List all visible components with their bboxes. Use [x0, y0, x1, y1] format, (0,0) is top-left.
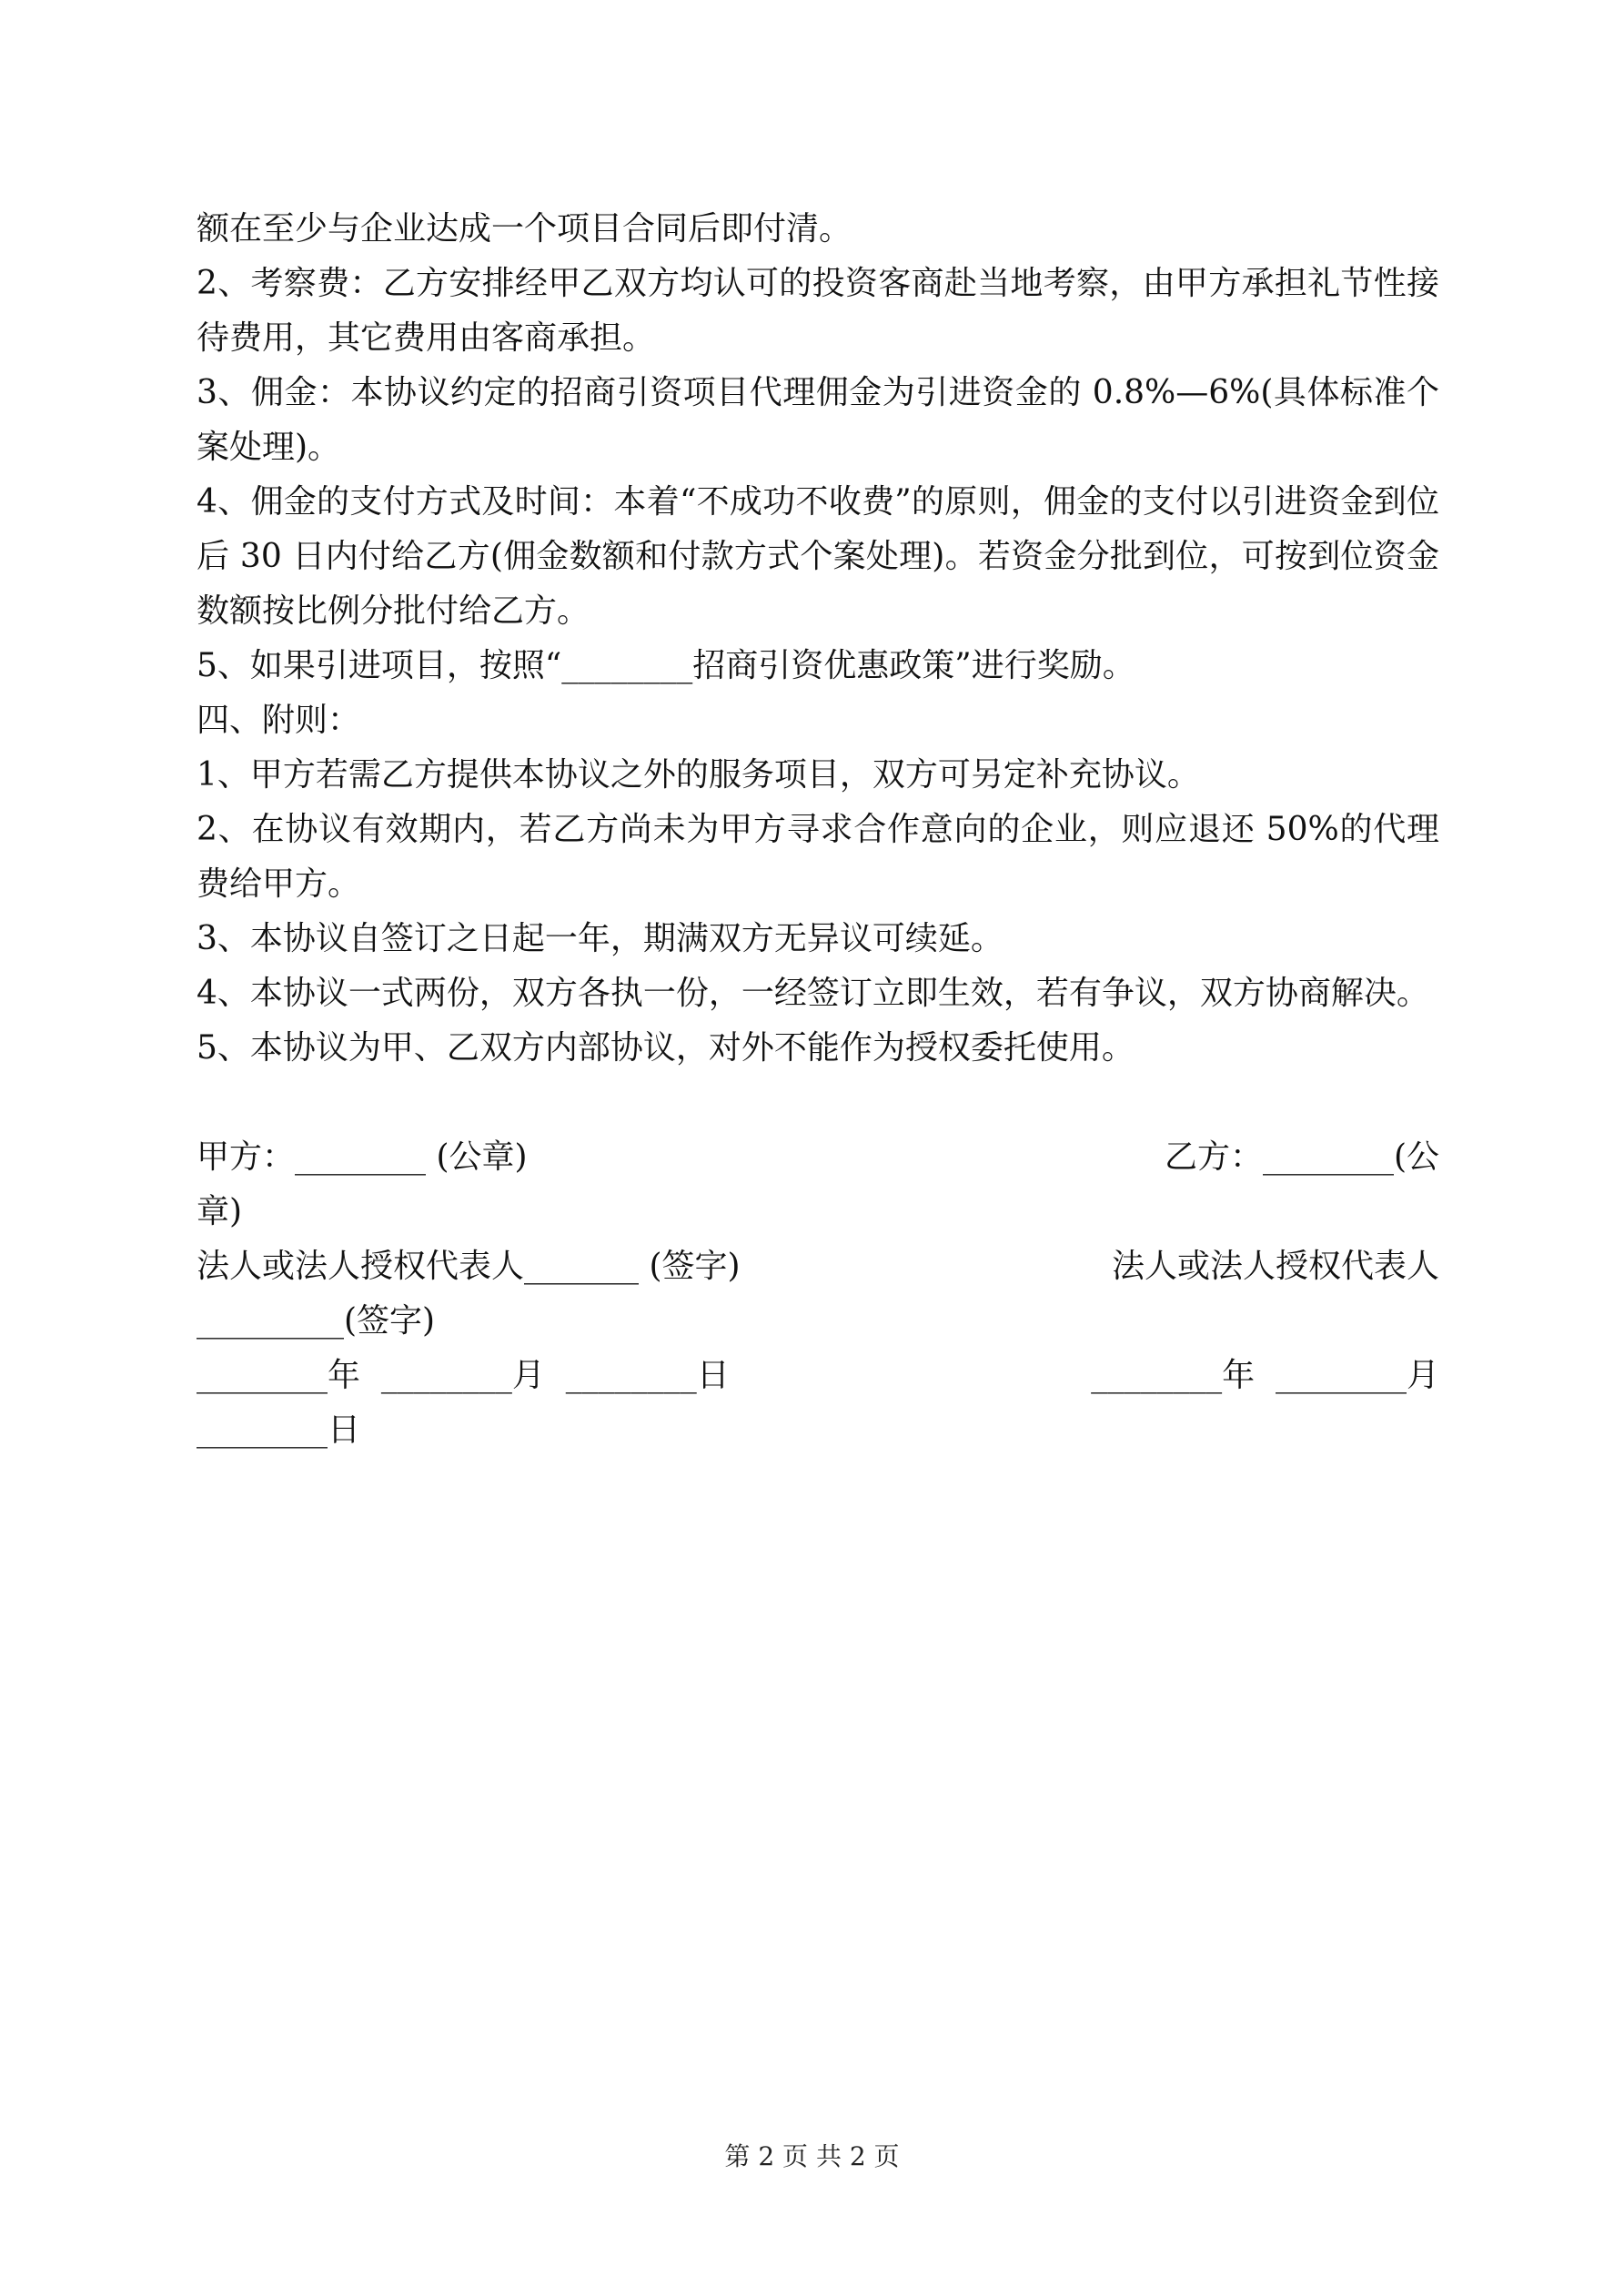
paragraph-copies: 4、本协议一式两份，双方各执一份，一经签订立即生效，若有争议，双方协商解决。 — [197, 975, 1429, 1012]
spacer — [197, 1076, 1439, 1130]
party-b-seal: 乙方：________(公 — [1164, 1138, 1439, 1176]
paragraph-refund: 2、在协议有效期内，若乙方尚未为甲方寻求合作意向的企业，则应退还 50%的代理费给甲方。 — [197, 811, 1439, 903]
signature-row-dates — [197, 1349, 1439, 1403]
document-body — [197, 202, 1439, 1458]
party-b-representative: 法人或法人授权代表人 — [1111, 1248, 1439, 1285]
page-number-footer: 第 2 页 共 2 页 — [724, 2141, 900, 2171]
party-b-date-continued: ________日 — [197, 1411, 361, 1449]
party-a-date: ________年 ________月 ________日 — [197, 1357, 730, 1394]
signature-row-representatives — [197, 1239, 1439, 1294]
party-a-seal: 甲方：________ (公章) — [197, 1138, 528, 1176]
section-heading-supplementary: 四、附则： — [197, 702, 361, 739]
paragraph-reward: 5、如果引进项目，按照“________招商引资优惠政策”进行奖励。 — [197, 647, 1135, 684]
paragraph-validity: 3、本协议自签订之日起一年，期满双方无异议可续延。 — [197, 920, 1004, 957]
paragraph-extra-services: 1、甲方若需乙方提供本协议之外的服务项目，双方可另定补充协议。 — [197, 756, 1200, 794]
signature-row-parties — [197, 1130, 1439, 1185]
party-b-date: ________年 ________月 — [1091, 1357, 1439, 1394]
paragraph-commission: 3、佣金：本协议约定的招商引资项目代理佣金为引进资金的 0.8%—6%(具体标准个案处理)。 — [197, 374, 1439, 466]
paragraph-advance-fee-cont: 额在至少与企业达成一个项目合同后即付清。 — [197, 210, 852, 248]
paragraph-payment-method: 4、佣金的支付方式及时间：本着“不成功不收费”的原则，佣金的支付以引进资金到位后 30 日内付给乙方(佣金数额和付款方式个案处理)。若资金分批到位，可按到位资金数额按比例分批付给乙方。 — [197, 483, 1439, 630]
paragraph-inspection-fee: 2、考察费：乙方安排经甲乙双方均认可的投资客商赴当地考察，由甲方承担礼节性接待费用，其它费用由客商承担。 — [197, 265, 1439, 357]
party-a-representative: 法人或法人授权代表人_______ (签字) — [197, 1248, 741, 1285]
paragraph-internal-use: 5、本协议为甲、乙双方内部协议，对外不能作为授权委托使用。 — [197, 1029, 1135, 1067]
party-b-representative-continued: _________(签字) — [197, 1302, 436, 1340]
party-b-seal-continued: 章) — [197, 1193, 243, 1230]
